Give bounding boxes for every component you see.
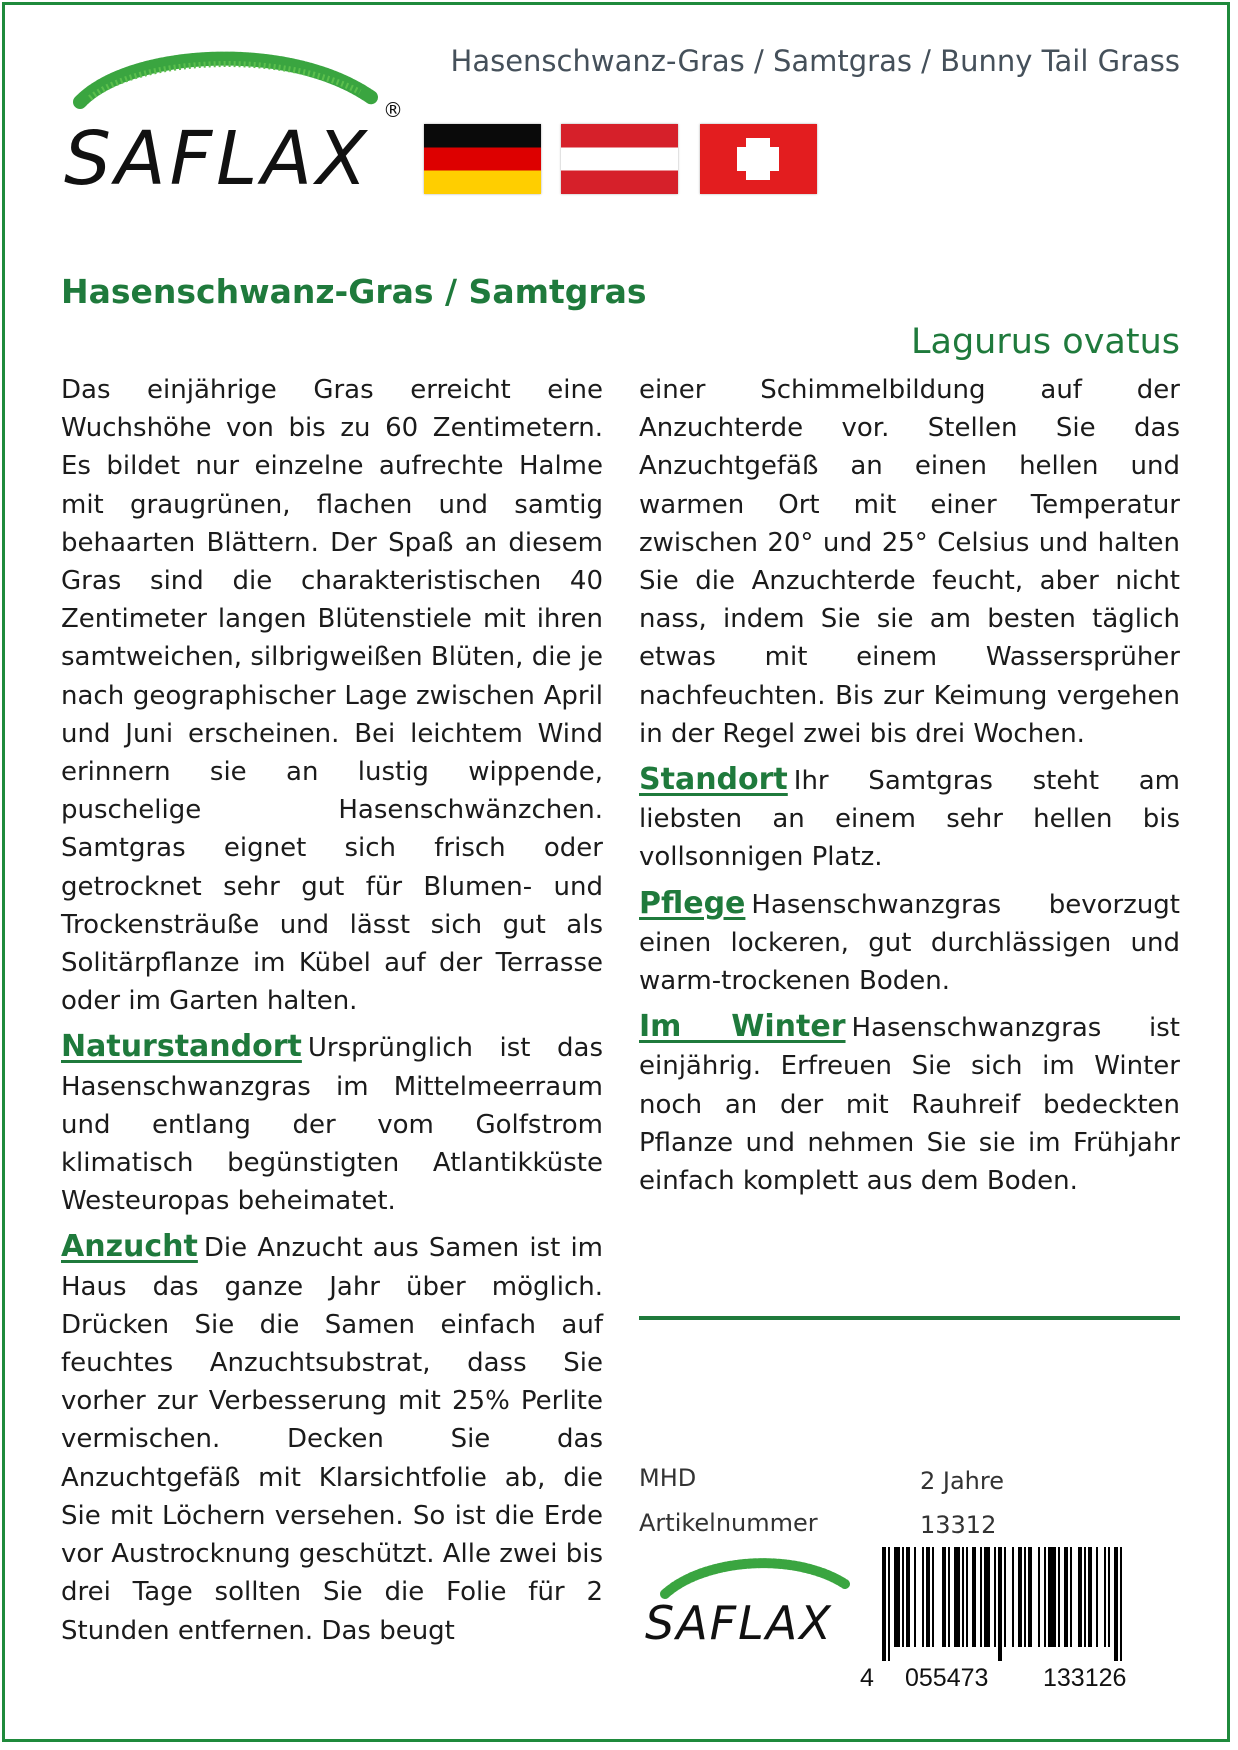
barcode-bar [1088, 1547, 1092, 1647]
barcode [880, 1547, 1180, 1661]
barcode-bar [1058, 1547, 1060, 1647]
barcode-bar [1108, 1547, 1110, 1647]
barcode-bar [1028, 1547, 1032, 1647]
standort-text: Ihr Samtgras steht am liebsten an einem sehr hellen bis vollsonnigen Platz. [639, 766, 1180, 873]
barcode-group-1: 055473 [905, 1664, 989, 1692]
standort-heading: Standort [639, 762, 788, 798]
article-number-label: Artikelnummer [639, 1509, 818, 1537]
germany-flag-icon [424, 124, 541, 194]
winter-text: Hasenschwanzgras ist einjährig. Erfreuen Sie sich im Winter noch an der mit Rauhreif bedeckten Pflanze und nehmen Sie sie im Frühjahr einfach komplett aus dem Boden. [639, 1013, 1180, 1197]
barcode-bar [882, 1547, 886, 1661]
barcode-bar [980, 1547, 982, 1647]
barcode-bar [998, 1547, 1002, 1661]
barcode-bar [954, 1547, 960, 1647]
barcode-bar [906, 1547, 910, 1647]
barcode-bar [962, 1547, 964, 1647]
barcode-bar [942, 1547, 946, 1647]
barcode-bar [1064, 1547, 1068, 1647]
barcode-bar [932, 1547, 934, 1647]
barcode-bar [1038, 1547, 1040, 1647]
pflege-section [639, 885, 1180, 1001]
barcode-bar [1044, 1547, 1046, 1647]
barcode-bar [1004, 1547, 1006, 1647]
barcode-bar [994, 1547, 996, 1647]
saflax-logo [60, 40, 390, 210]
barcode-bar [902, 1547, 904, 1647]
barcode-bar [1104, 1547, 1106, 1647]
intro-text: Das einjährige Gras erreicht eine Wuchshöhe von bis zu 60 Zentimetern. Es bildet nur einzelne aufrechte Halme mit graugrünen, flachen und samtig behaarten Blättern. Der Spaß an diesem Gras sind die charakteristischen 40 Zentimeter langen Blütenstiele mit ihren samtweichen, silbrigweißen Blüten, die je nach geographischer Lage zwischen April und Juni erscheinen. Bei leichtem Wind erinnern sie an lustig wippende, puschelige Hasenschwänzchen. Samtgras eignet sich frisch oder getrocknet sehr gut für Blumen- und Trockensträuße und lässt sich gut als Solitärpflanze im Kübel auf der Terrasse oder im Garten halten. [61, 375, 603, 1017]
barcode-bar [1012, 1547, 1014, 1647]
article-number-value: 13312 [920, 1511, 997, 1539]
barcode-bar [894, 1547, 900, 1647]
left-column [61, 371, 603, 1658]
mhd-value: 2 Jahre [920, 1467, 1004, 1495]
barcode-bar [926, 1547, 930, 1647]
barcode-bar [972, 1547, 976, 1647]
logo-text-small: SAFLAX [645, 1596, 833, 1650]
divider [639, 1316, 1180, 1320]
barcode-bar [1084, 1547, 1086, 1647]
barcode-bar [1114, 1547, 1118, 1661]
anzucht-text: Die Anzucht aus Samen ist im Haus das ganze Jahr über möglich. Drücken Sie die Samen einfach auf feuchtes Anzuchtsubstrat, dass Sie vorher zur Verbesserung mit 25% Perlite vermischen. Decken Sie das Anzuchtgefäß mit Klarsichtfolie ab, die Sie mit Löchern versehen. So ist die Erde vor Austrocknung geschützt. Alle zwei bis drei Tage sollten Sie die Folie für 2 Stunden entfernen. Das beugt [61, 1233, 603, 1646]
barcode-bar [1024, 1547, 1026, 1647]
winter-section [639, 1008, 1180, 1200]
barcode-bar [1078, 1547, 1082, 1647]
barcode-bar [922, 1547, 924, 1647]
barcode-bar [1048, 1547, 1056, 1647]
pflege-heading: Pflege [639, 885, 746, 921]
standort-section [639, 761, 1180, 877]
barcode-bar [984, 1547, 990, 1647]
barcode-bar [966, 1547, 968, 1647]
barcode-digit-1: 4 [860, 1664, 874, 1692]
barcode-bar [1018, 1547, 1022, 1647]
saflax-logo-small [645, 1550, 855, 1660]
winter-heading: Im Winter [639, 1009, 846, 1045]
logo-text: SAFLAX [64, 116, 371, 202]
anzucht-heading: Anzucht [61, 1229, 198, 1265]
anzucht-section [61, 1228, 603, 1649]
barcode-bar [1096, 1547, 1098, 1647]
barcode-bar [914, 1547, 916, 1647]
barcode-bar [1070, 1547, 1072, 1647]
mhd-label: MHD [639, 1464, 697, 1492]
barcode-bar [948, 1547, 950, 1647]
barcode-bar [888, 1547, 890, 1661]
page-title: Hasenschwanz-Gras / Samtgras [61, 272, 647, 311]
pflege-text: Hasenschwanzgras bevorzugt einen lockeren, gut durchlässigen und warm-trockenen Boden. [639, 889, 1180, 997]
latin-name: Lagurus ovatus [911, 322, 1180, 362]
header-line: Hasenschwanz-Gras / Samtgras / Bunny Tail Grass [450, 44, 1180, 78]
barcode-bar [1120, 1547, 1122, 1661]
right-column [639, 371, 1180, 1208]
barcode-group-2: 133126 [1043, 1664, 1127, 1692]
austria-flag-icon [561, 124, 678, 194]
anzucht-continued-text: einer Schimmelbildung auf der Anzuchterde vor. Stellen Sie das Anzuchtgefäß an einen hellen und warmen Ort mit einer Temperatur zwischen 20° und 25° Celsius und halten Sie die Anzuchterde feucht, aber nicht nass, indem Sie sie am besten täglich etwas mit einem Wassersprüher nachfeuchten. Bis zur Keimung vergehen in der Regel zwei bis drei Wochen. [639, 375, 1180, 749]
naturstandort-heading: Naturstandort [61, 1029, 302, 1065]
switzerland-flag-icon [700, 124, 817, 194]
registered-mark: ® [383, 98, 403, 122]
naturstandort-section [61, 1028, 603, 1220]
naturstandort-text: Ursprünglich ist das Hasenschwanzgras im Mittelmeerraum und entlang der vom Golfstrom klimatisch begünstigten Atlantikküste Westeuropas beheimatet. [61, 1033, 603, 1217]
